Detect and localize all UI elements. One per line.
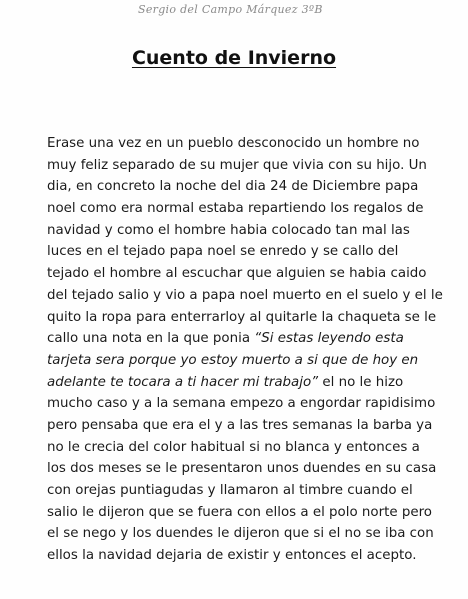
story-line: dia, en concreto la noche del dia 24 de Diciembre papa — [47, 179, 419, 195]
story-line-text: el no le hizo — [318, 374, 404, 390]
story-line: con orejas puntiagudas y llamaron al timbre cuando el — [47, 483, 413, 498]
page-title: Cuento de Invierno — [131, 47, 337, 69]
story-body — [47, 133, 447, 567]
story-line: quito la ropa para enterrarloy al quitarle la chaqueta se le — [47, 309, 437, 325]
note-quote-start: “Si estas leyendo esta — [254, 331, 404, 347]
story-line: Erase una vez en un pueblo desconocido un hombre no — [47, 136, 420, 151]
story-line: ellos la navidad dejaria de existir y entonces el acepto. — [47, 548, 417, 564]
story-line: los dos meses se le presentaron unos duendes en su casa — [47, 461, 437, 477]
story-line: mucho caso y a la semana empezo a engordar rapidisimo — [47, 396, 436, 412]
story-line: tejado el hombre al escuchar que alguien se habia caido — [47, 266, 427, 282]
story-line: salio le dijeron que se fuera con ellos a el polo norte pero — [47, 504, 432, 520]
story-line — [47, 372, 447, 394]
story-line-text: callo una nota en la que ponia — [47, 331, 255, 347]
note-quote-line: tarjeta sera porque yo estoy muerto a si que de hoy en — [47, 352, 419, 368]
story-line: el se nego y los duendes le dijeron que si el no se iba con — [47, 526, 434, 542]
story-line: navidad y como el hombre habia colocado tan mal las — [47, 222, 410, 238]
handwritten-author-note: Sergio del Campo Márquez 3ºB — [138, 3, 323, 16]
story-line: no le crecia del color habitual si no blanca y entonces a — [47, 439, 420, 455]
story-line — [47, 328, 447, 350]
story-line: pero pensaba que era el y a las tres semanas la barba ya — [47, 417, 433, 433]
note-quote-end: adelante te tocara a ti hacer mi trabajo” — [47, 374, 319, 390]
story-line: luces en el tejado papa noel se enredo y se callo del — [47, 244, 399, 260]
story-line: muy feliz separado de su mujer que vivia con su hijo. Un — [47, 157, 427, 173]
story-line: del tejado salio y vio a papa noel muerto en el suelo y el le — [47, 287, 443, 303]
story-line: noel como era normal estaba repartiendo los regalos de — [47, 201, 424, 217]
